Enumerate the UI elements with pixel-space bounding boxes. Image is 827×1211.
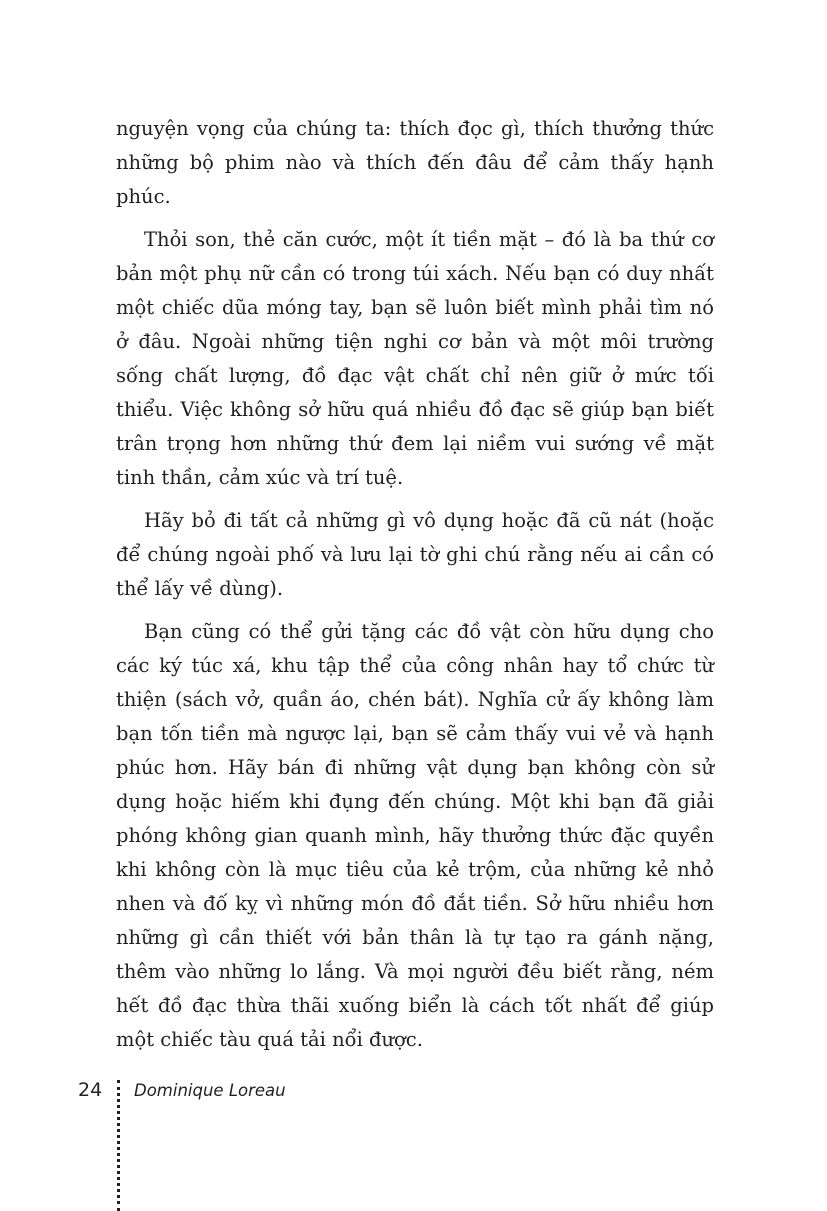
author-name: Dominique Loreau bbox=[134, 1081, 286, 1100]
page-footer bbox=[0, 1074, 827, 1211]
paragraph-discard: Hãy bỏ đi tất cả những gì vô dụng hoặc đã cũ nát (hoặc để chúng ngoài phố và lưu lại tờ ghi chú rằng nếu ai cần có thể lấy về dùng). bbox=[116, 509, 714, 600]
paragraph-donate: Bạn cũng có thể gửi tặng các đồ vật còn hữu dụng cho các ký túc xá, khu tập thể của công nhân hay tổ chức từ thiện (sách vở, quần áo, chén bát). Nghĩa cử ấy không làm bạn tốn tiền mà ngược lại, bạn sẽ cảm thấy vui vẻ và hạnh phúc hơn. Hãy bán đi những vật dụng bạn không còn sử dụng hoặc hiếm khi đụng đến chúng. Một khi bạn đã giải phóng không gian quanh mình, hãy thưởng thức đặc quyền khi không còn là mục tiêu của kẻ trộm, của những kẻ nhỏ nhen và đố kỵ vì những món đồ đắt tiền. Sở hữu nhiều hơn những gì cần thiết với bản thân là tự tạo ra gánh nặng, thêm vào những lo lắng. Và mọi người đều biết rằng, ném hết đồ đạc thừa thãi xuống biển là cách tốt nhất để giúp một chiếc tàu quá tải nổi được. bbox=[116, 620, 714, 1051]
dotted-divider bbox=[117, 1080, 120, 1211]
paragraph-handbag: Thỏi son, thẻ căn cước, một ít tiền mặt – đó là ba thứ cơ bản một phụ nữ cần có trong túi xách. Nếu bạn có duy nhất một chiếc dũa móng tay, bạn sẽ luôn biết mình phải tìm nó ở đâu. Ngoài những tiện nghi cơ bản và một môi trường sống chất lượng, đồ đạc vật chất chỉ nên giữ ở mức tối thiểu. Việc không sở hữu quá nhiều đồ đạc sẽ giúp bạn biết trân trọng hơn những thứ đem lại niềm vui sướng về mặt tinh thần, cảm xúc và trí tuệ. bbox=[116, 228, 714, 489]
paragraph-continuation: nguyện vọng của chúng ta: thích đọc gì, thích thưởng thức những bộ phim nào và thích đến đâu để cảm thấy hạnh phúc. bbox=[116, 117, 714, 208]
page-body bbox=[116, 112, 714, 1066]
page-number: 24 bbox=[78, 1079, 103, 1101]
